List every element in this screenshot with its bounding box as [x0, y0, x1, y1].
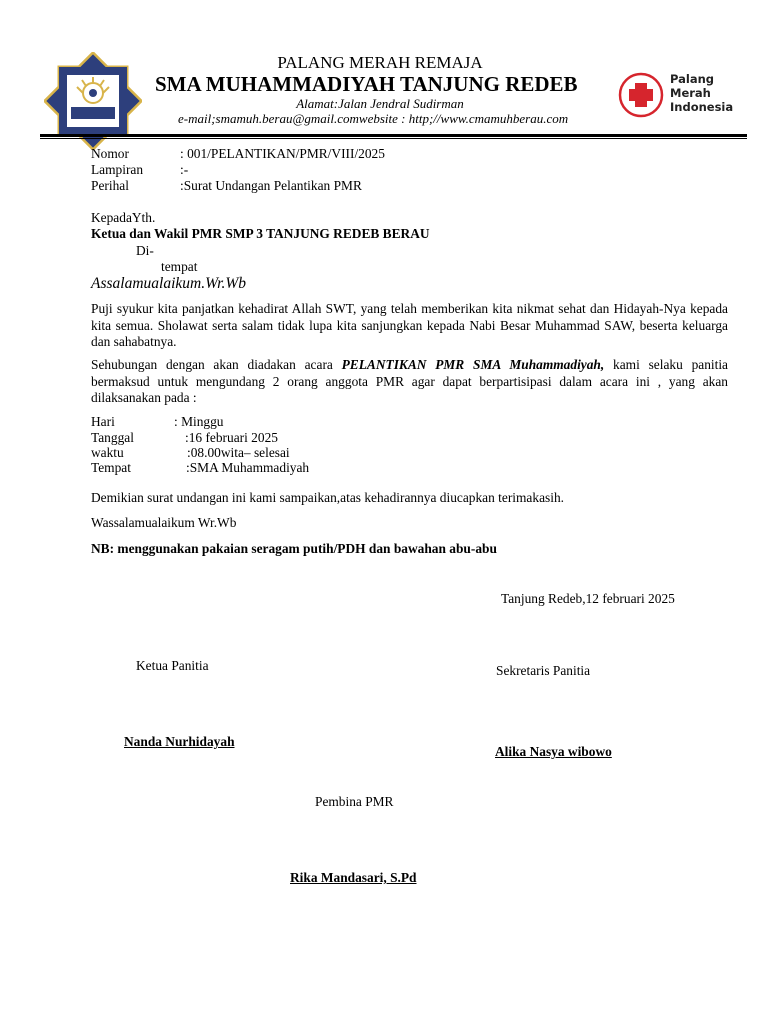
- schedule-label: Hari: [91, 414, 115, 429]
- paragraph-2-before: Sehubungan dengan akan diadakan acara: [91, 357, 342, 372]
- header-rule-thick: [40, 134, 747, 137]
- paragraph-2-event: PELANTIKAN PMR SMA Muhammadiyah,: [341, 357, 605, 372]
- perihal-row: [91, 178, 362, 194]
- pmi-logo-line-3: Indonesia: [670, 100, 734, 114]
- pmi-logo: [617, 70, 737, 120]
- schedule-label: Tanggal: [91, 430, 134, 445]
- paragraph-1: Puji syukur kita panjatkan kehadirat Allah SWT, yang telah memberikan kita nikmat sehat dan Hidayah-Nya kepada kita semua. Sholawat serta salam tidak lupa kita sanjungkan kepada Nabi Besar Muhammad SAW, beserta keluarga dan sahabatnya.: [91, 301, 728, 349]
- schedule-row: [91, 414, 223, 430]
- nomor-value: : 001/PELANTIKAN/PMR/VIII/2025: [180, 146, 385, 161]
- school-contact: e-mail;smamuh.berau@gmail.comwebsite : http;//www.cmamuhberau.com: [178, 111, 569, 126]
- schedule-label: Tempat: [91, 460, 131, 475]
- sekretaris-title: Sekretaris Panitia: [496, 663, 591, 678]
- schedule-value: :16 februari 2025: [185, 430, 278, 445]
- recipient-di: Di-: [136, 243, 154, 258]
- nomor-label: Nomor: [91, 146, 129, 161]
- perihal-value: :Surat Undangan Pelantikan PMR: [180, 178, 362, 193]
- pmi-logo-line-1: Palang: [670, 72, 715, 86]
- school-address: Alamat:Jalan Jendral Sudirman: [296, 96, 464, 111]
- schedule-value: :SMA Muhammadiyah: [186, 460, 310, 475]
- paragraph-2: [91, 357, 728, 407]
- nomor-row: [91, 146, 385, 162]
- schedule-row: [91, 430, 278, 446]
- schedule-value: : Minggu: [174, 414, 224, 429]
- closing-statement: Demikian surat undangan ini kami sampaikan,atas kehadirannya diucapkan terimakasih.: [91, 490, 564, 505]
- paragraph-2-after: kami selaku panitia bermaksud untuk mengundang 2 orang anggota PMR agar dapat berpartisipasi dalam acara ini , yang akan dilaksanakan pada :: [91, 357, 729, 405]
- lampiran-row: [91, 162, 188, 178]
- schedule-row: [91, 445, 290, 461]
- school-name: SMA MUHAMMADIYAH TANJUNG REDEB: [155, 72, 578, 96]
- pmi-logo-line-2: Merah: [670, 86, 711, 100]
- place-date: Tanjung Redeb,12 februari 2025: [501, 591, 675, 606]
- sekretaris-name: Alika Nasya wibowo: [495, 744, 612, 759]
- perihal-label: Perihal: [91, 178, 129, 193]
- pembina-title: Pembina PMR: [315, 794, 394, 809]
- lampiran-label: Lampiran: [91, 162, 144, 177]
- closing-salam: Wassalamualaikum Wr.Wb: [91, 515, 237, 530]
- org-name: PALANG MERAH REMAJA: [277, 53, 483, 72]
- recipient-name: Ketua dan Wakil PMR SMP 3 TANJUNG REDEB BERAU: [91, 226, 430, 241]
- recipient-tempat: tempat: [161, 259, 198, 274]
- header-rule-thin: [40, 138, 747, 139]
- kepada-line: KepadaYth.: [91, 210, 156, 225]
- schedule-value: :08.00wita– selesai: [187, 445, 290, 460]
- schedule-label: waktu: [91, 445, 124, 460]
- schedule-row: [91, 460, 309, 476]
- nb-note: NB: menggunakan pakaian seragam putih/PDH dan bawahan abu-abu: [91, 541, 497, 556]
- lampiran-value: :-: [180, 162, 189, 177]
- pembina-name: Rika Mandasari, S.Pd: [290, 870, 417, 885]
- ketua-title: Ketua Panitia: [136, 658, 209, 673]
- ketua-name: Nanda Nurhidayah: [124, 734, 235, 749]
- greeting: Assalamualaikum.Wr.Wb: [91, 275, 246, 292]
